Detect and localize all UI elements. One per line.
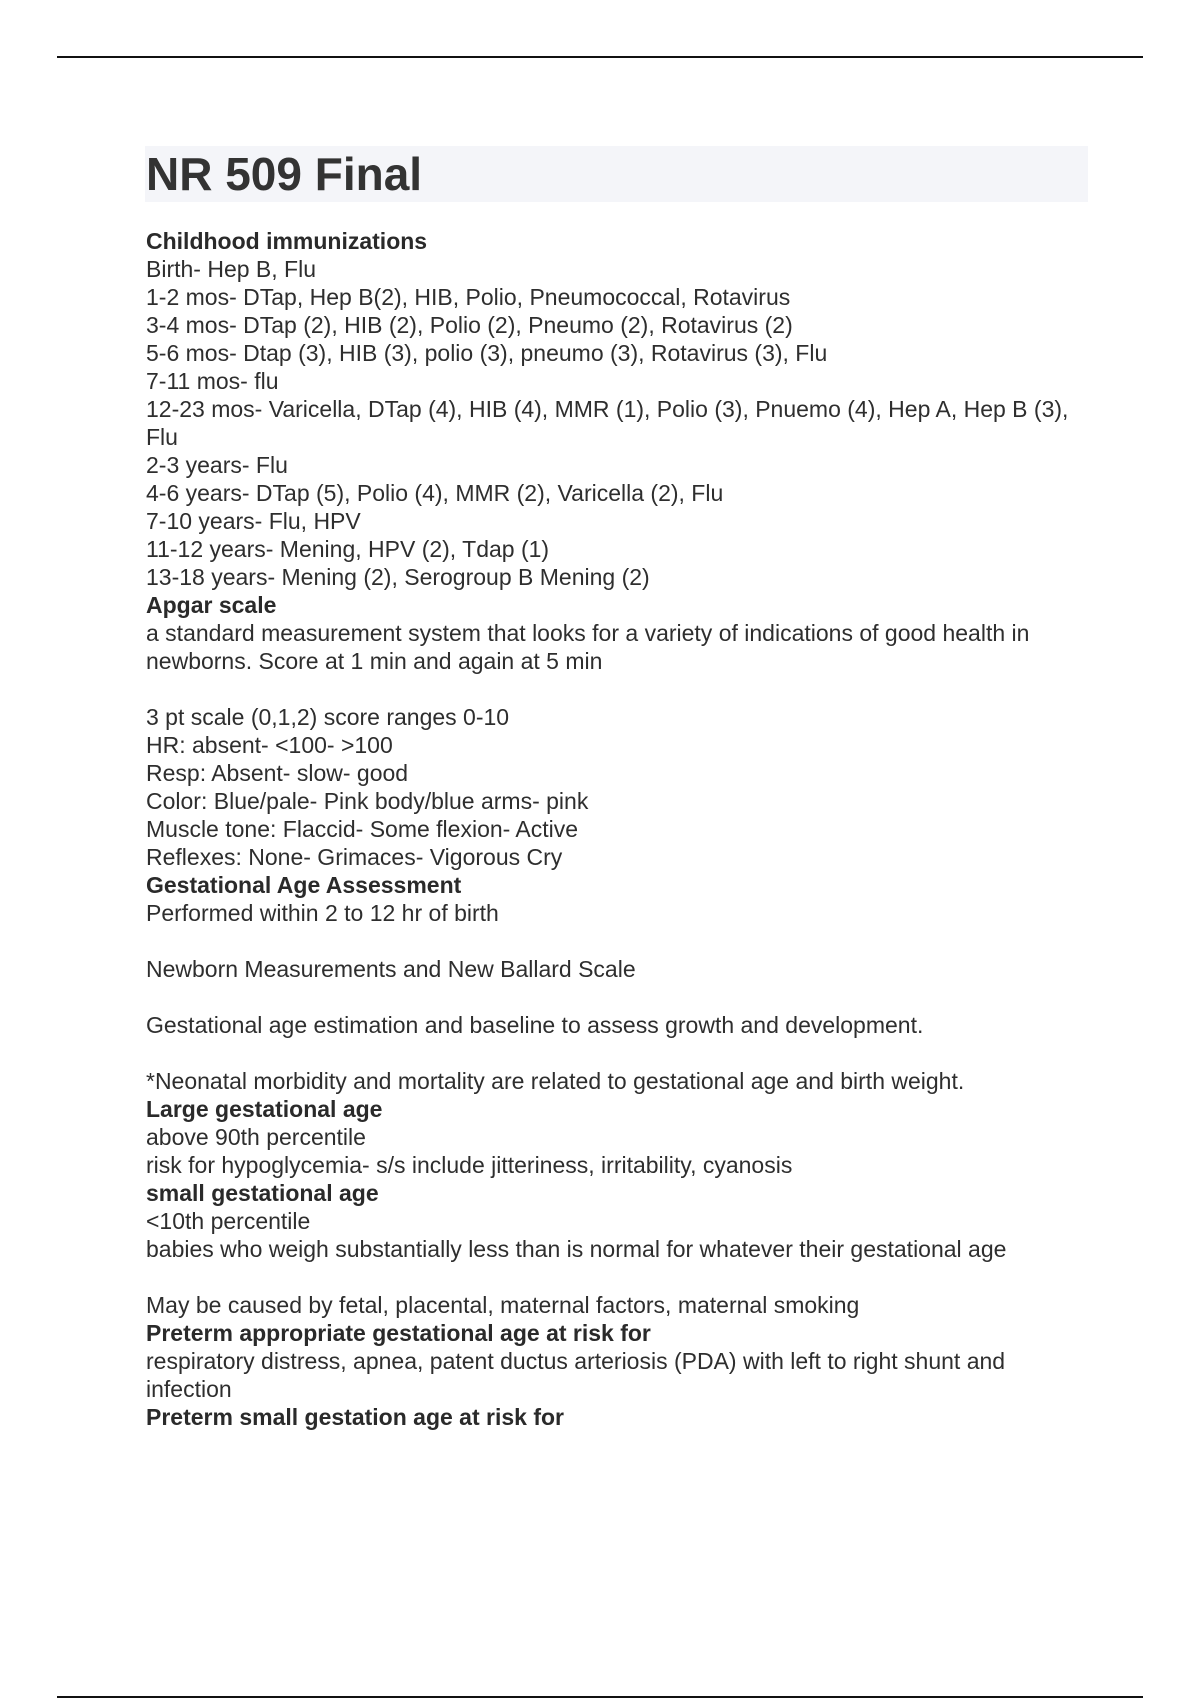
card-term: Childhood immunizations bbox=[146, 228, 428, 254]
card-definition-line: HR: absent- <100- >100 bbox=[146, 732, 393, 758]
card-definition-line: 3-4 mos- DTap (2), HIB (2), Polio (2), Pneumo (2), Rotavirus (2) bbox=[146, 312, 793, 338]
page-title: NR 509 Final bbox=[146, 148, 423, 200]
card-definition-line: 7-11 mos- flu bbox=[146, 368, 279, 394]
card-definition-line: 2-3 years- Flu bbox=[146, 452, 288, 478]
card-definition-line: risk for hypoglycemia- s/s include jitteriness, irritability, cyanosis bbox=[146, 1152, 793, 1178]
card-definition-line: 1-2 mos- DTap, Hep B(2), HIB, Polio, Pneumococcal, Rotavirus bbox=[146, 284, 791, 310]
card-definition-line: 3 pt scale (0,1,2) score ranges 0-10 bbox=[146, 704, 510, 730]
card-term: Gestational Age Assessment bbox=[146, 872, 462, 898]
card-definition-line: 13-18 years- Mening (2), Serogroup B Mening (2) bbox=[146, 564, 650, 590]
card-definition-line: 4-6 years- DTap (5), Polio (4), MMR (2), Varicella (2), Flu bbox=[146, 480, 724, 506]
top-rule bbox=[57, 56, 1143, 58]
card-definition-line: 7-10 years- Flu, HPV bbox=[146, 508, 361, 534]
card-definition-line: <10th percentile bbox=[146, 1208, 311, 1234]
blank-line bbox=[146, 1263, 1086, 1291]
card-definition-line: *Neonatal morbidity and mortality are related to gestational age and birth weight. bbox=[146, 1068, 965, 1094]
card-definition-line: Gestational age estimation and baseline to assess growth and development. bbox=[146, 1012, 924, 1038]
card-definition-line: May be caused by fetal, placental, maternal factors, maternal smoking bbox=[146, 1292, 860, 1318]
card-definition-line: Birth- Hep B, Flu bbox=[146, 256, 316, 282]
blank-line bbox=[146, 983, 1086, 1011]
card-definition-line: Newborn Measurements and New Ballard Scale bbox=[146, 956, 636, 982]
card-definition-line: Performed within 2 to 12 hr of birth bbox=[146, 900, 499, 926]
card-definition-line: babies who weigh substantially less than is normal for whatever their gestational age bbox=[146, 1236, 1007, 1262]
flashcard-content bbox=[146, 227, 1086, 1431]
card-definition-line: 12-23 mos- Varicella, DTap (4), HIB (4), MMR (1), Polio (3), Pnuemo (4), Hep A, Hep B (3), Flu bbox=[146, 396, 1069, 450]
card-definition-line: Resp: Absent- slow- good bbox=[146, 760, 409, 786]
card-term: Apgar scale bbox=[146, 592, 277, 618]
card-definition-line: respiratory distress, apnea, patent ductus arteriosis (PDA) with left to right shunt and infection bbox=[146, 1348, 1006, 1402]
blank-line bbox=[146, 1039, 1086, 1067]
card-definition-line: a standard measurement system that looks for a variety of indications of good health in newborns. Score at 1 min and again at 5 min bbox=[146, 620, 1030, 674]
blank-line bbox=[146, 675, 1086, 703]
card-definition-line: above 90th percentile bbox=[146, 1124, 366, 1150]
bottom-rule bbox=[57, 1696, 1143, 1698]
card-definition-line: Color: Blue/pale- Pink body/blue arms- pink bbox=[146, 788, 589, 814]
card-definition-line: 11-12 years- Mening, HPV (2), Tdap (1) bbox=[146, 536, 550, 562]
card-term: Large gestational age bbox=[146, 1096, 383, 1122]
card-definition-line: Muscle tone: Flaccid- Some flexion- Active bbox=[146, 816, 579, 842]
card-definition-line: Reflexes: None- Grimaces- Vigorous Cry bbox=[146, 844, 563, 870]
blank-line bbox=[146, 927, 1086, 955]
card-term: Preterm small gestation age at risk for bbox=[146, 1404, 564, 1430]
card-term: Preterm appropriate gestational age at risk for bbox=[146, 1320, 651, 1346]
card-definition-line: 5-6 mos- Dtap (3), HIB (3), polio (3), pneumo (3), Rotavirus (3), Flu bbox=[146, 340, 828, 366]
card-term: small gestational age bbox=[146, 1180, 379, 1206]
